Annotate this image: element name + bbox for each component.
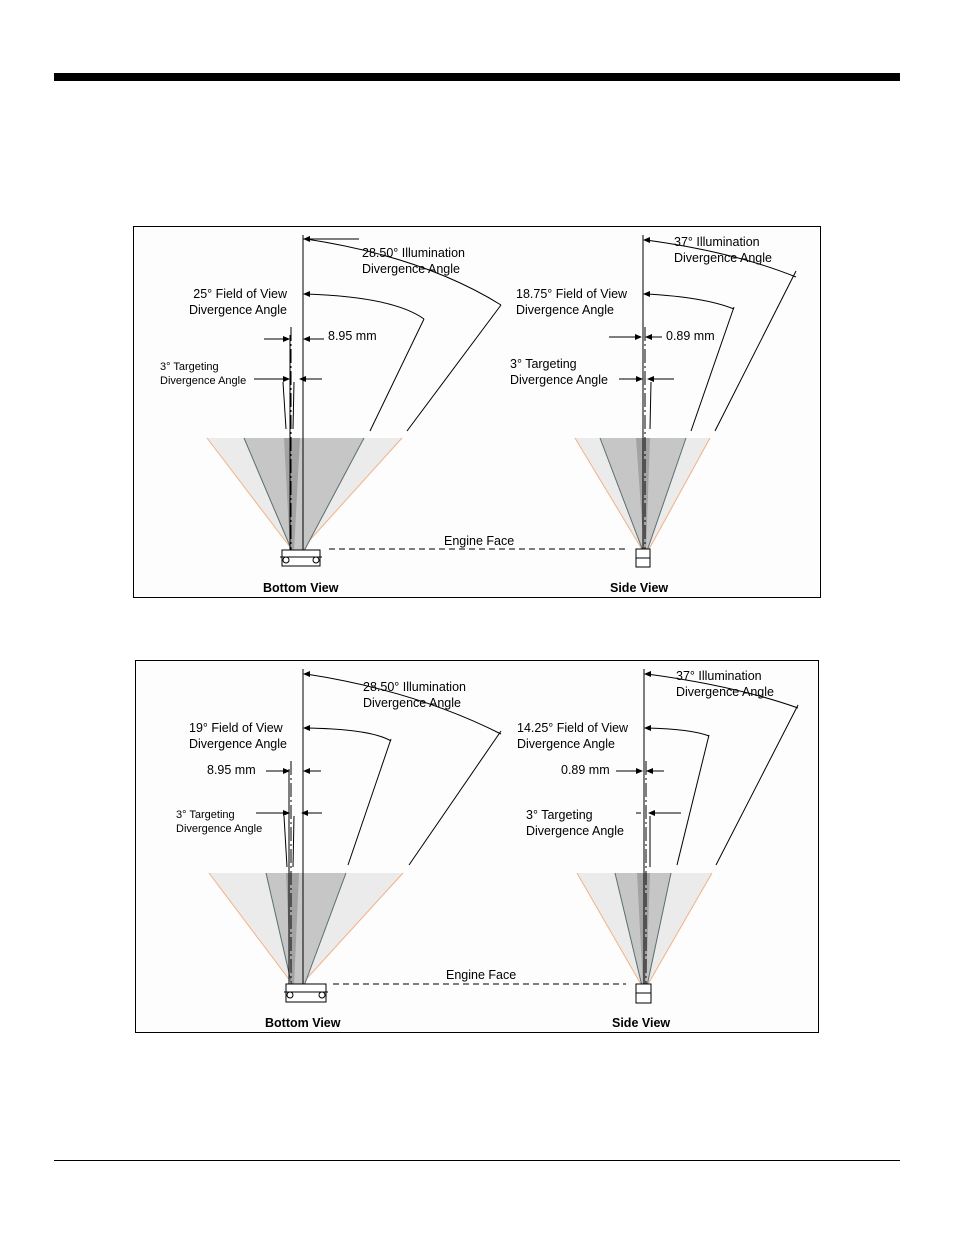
fov-label-right: 18.75° Field of View Divergence Angle xyxy=(516,287,628,317)
header-rule xyxy=(54,73,900,81)
illumination-label-left: 28.50° Illumination Divergence Angle xyxy=(363,680,466,710)
offset-label-right: 0.89 mm xyxy=(666,329,715,343)
targeting-label-left: 3° Targeting Divergence Angle xyxy=(176,809,263,835)
targeting-label-right: 3° Targeting Divergence Angle xyxy=(510,357,608,387)
targeting-label-right: 3° Targeting Divergence Angle xyxy=(526,808,624,838)
fov-label-right: 14.25° Field of View Divergence Angle xyxy=(517,721,629,751)
offset-label-right: 0.89 mm xyxy=(561,763,610,777)
bottom-view-label: Bottom View xyxy=(265,1016,341,1030)
side-view-label: Side View xyxy=(612,1016,671,1030)
divergence-diagram-1 xyxy=(133,226,821,598)
offset-label-left: 8.95 mm xyxy=(328,329,377,343)
offset-label-left: 8.95 mm xyxy=(207,763,256,777)
divergence-diagram-2 xyxy=(135,660,819,1033)
engine-face-label: Engine Face xyxy=(444,534,515,548)
illumination-label-right: 37° Illumination Divergence Angle xyxy=(676,669,774,699)
fov-label-left: 25° Field of View Divergence Angle xyxy=(189,287,287,317)
illumination-label-right: 37° Illumination Divergence Angle xyxy=(674,235,772,265)
bottom-view-label: Bottom View xyxy=(263,581,339,595)
footer-rule xyxy=(54,1160,900,1161)
targeting-label-left: 3° Targeting Divergence Angle xyxy=(160,361,247,387)
engine-face-label: Engine Face xyxy=(446,968,517,982)
illumination-label-left: 28.50° Illumination Divergence Angle xyxy=(362,246,465,276)
fov-label-left: 19° Field of View Divergence Angle xyxy=(189,721,287,751)
side-view-label: Side View xyxy=(610,581,669,595)
